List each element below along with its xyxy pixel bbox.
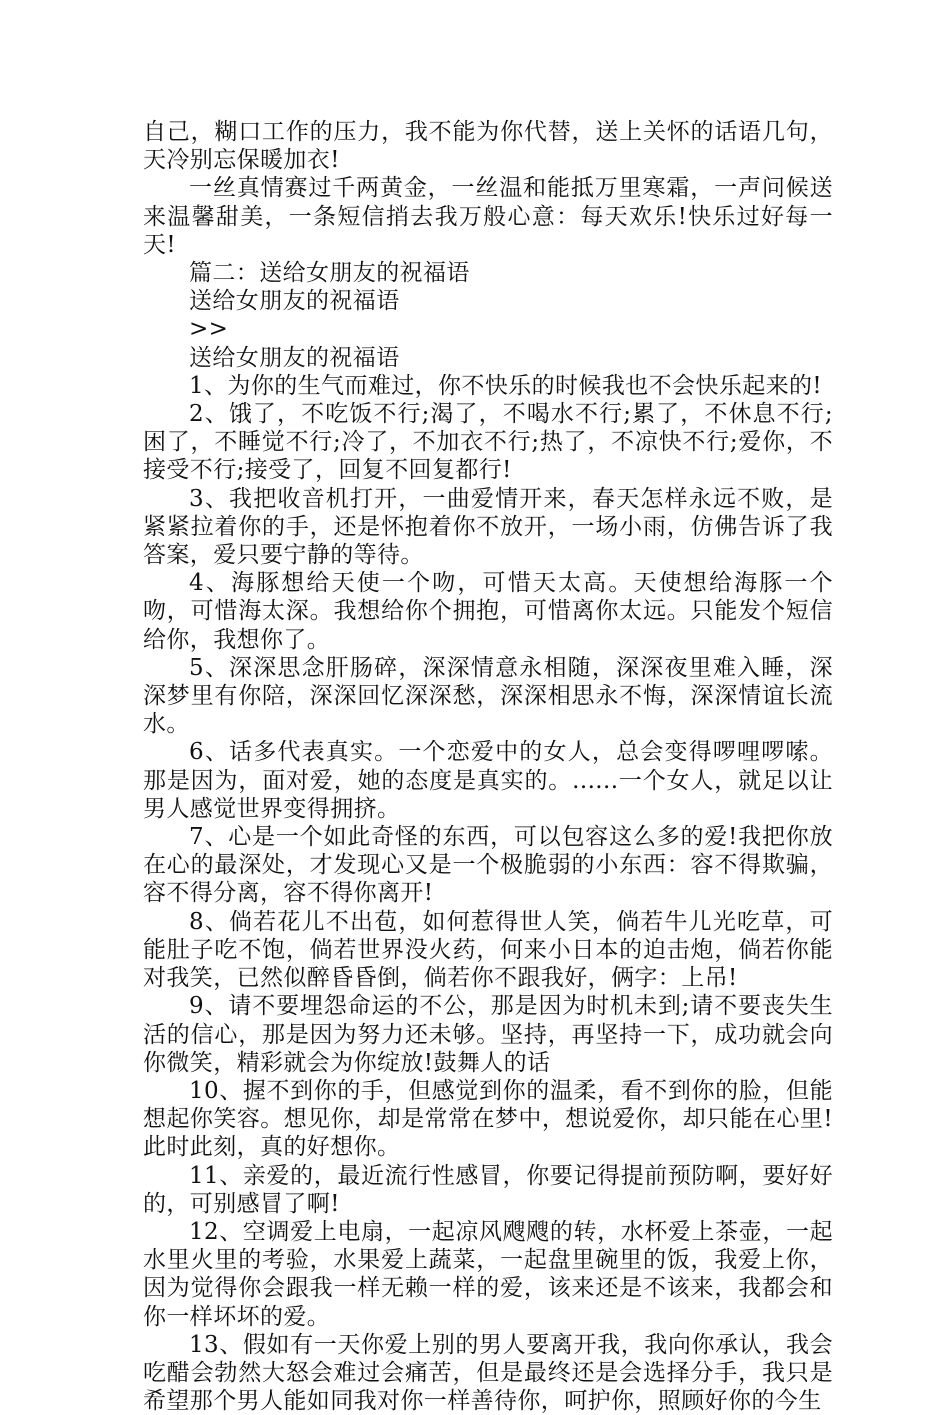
paragraph: 一丝真情赛过千两黄金，一丝温和能抵万里寒霜，一声问候送来温馨甜美，一条短信捎去我万般心意：每天欢乐!快乐过好每一天! <box>143 175 833 258</box>
paragraph: 自己，糊口工作的压力，我不能为你代替，送上关怀的话语几句，天冷别忘保暖加衣! <box>143 119 833 174</box>
list-item: 9、请不要埋怨命运的不公，那是因为时机未到;请不要丧失生活的信心，那是因为努力还未够。坚持，再坚持一下，成功就会向你微笑，精彩就会为你绽放!鼓舞人的话 <box>143 993 833 1076</box>
list-item: 13、假如有一天你爱上别的男人要离开我，我向你承认，我会吃醋会勃然大怒会难过会痛苦，但是最终还是会选择分手，我只是希望那个男人能如同我对你一样善待你，呵护你，照顾好你的今生 <box>143 1331 833 1415</box>
link-marker: >> <box>189 316 229 343</box>
list-item: 12、空调爱上电扇，一起凉风飕飕的转，水杯爱上茶壶，一起水里火里的考验，水果爱上蔬菜，一起盘里碗里的饭，我爱上你，因为觉得你会跟我一样无赖一样的爱，该来还是不该来，我都会和你一样坏坏的爱。 <box>143 1218 833 1330</box>
article-subtitle: 送给女朋友的祝福语 <box>189 344 400 371</box>
list-item: 11、亲爱的，最近流行性感冒，你要记得提前预防啊，要好好的，可别感冒了啊! <box>143 1162 833 1217</box>
list-item: 8、倘若花儿不出苞，如何惹得世人笑，倘若牛儿光吃草，可能肚子吃不饱，倘若世界没火药，何来小日本的迫击炮，倘若你能对我笑，已然似醉昏昏倒，倘若你不跟我好，俩字：上吊! <box>143 908 833 992</box>
list-item: 1、为你的生气而难过，你不快乐的时候我也不会快乐起来的! <box>189 372 823 399</box>
list-item: 2、饿了，不吃饭不行;渴了，不喝水不行;累了，不休息不行;困了，不睡觉不行;冷了，不加衣不行;热了，不凉快不行;爱你，不接受不行;接受了，回复不回复都行! <box>143 401 833 484</box>
section-title: 篇二：送给女朋友的祝福语 <box>189 260 470 287</box>
article-title: 送给女朋友的祝福语 <box>189 288 400 315</box>
list-item: 10、握不到你的手，但感觉到你的温柔，看不到你的脸，但能想起你笑容。想见你，却是常常在梦中，想说爱你，却只能在心里!此时此刻，真的好想你。 <box>143 1077 833 1161</box>
list-item: 6、话多代表真实。一个恋爱中的女人，总会变得啰哩啰嗦。那是因为，面对爱，她的态度是真实的。......一个女人，就足以让男人感觉世界变得拥挤。 <box>143 739 833 822</box>
list-item: 3、我把收音机打开，一曲爱情开来，春天怎样永远不败，是紧紧拉着你的手，还是怀抱着你不放开，一场小雨，仿佛告诉了我答案，爱只要宁静的等待。 <box>143 485 833 569</box>
list-item: 4、海豚想给天使一个吻，可惜天太高。天使想给海豚一个吻，可惜海太深。我想给你个拥抱，可惜离你太远。只能发个短信给你，我想你了。 <box>143 570 833 653</box>
document-body <box>143 118 833 1415</box>
list-item: 5、深深思念肝肠碎，深深情意永相随，深深夜里难入睡，深深梦里有你陪，深深回忆深深愁，深深相思永不悔，深深情谊长流水。 <box>143 654 833 738</box>
list-item: 7、心是一个如此奇怪的东西，可以包容这么多的爱!我把你放在心的最深处，才发现心又是一个极脆弱的小东西：容不得欺骗，容不得分离，容不得你离开! <box>143 824 833 907</box>
